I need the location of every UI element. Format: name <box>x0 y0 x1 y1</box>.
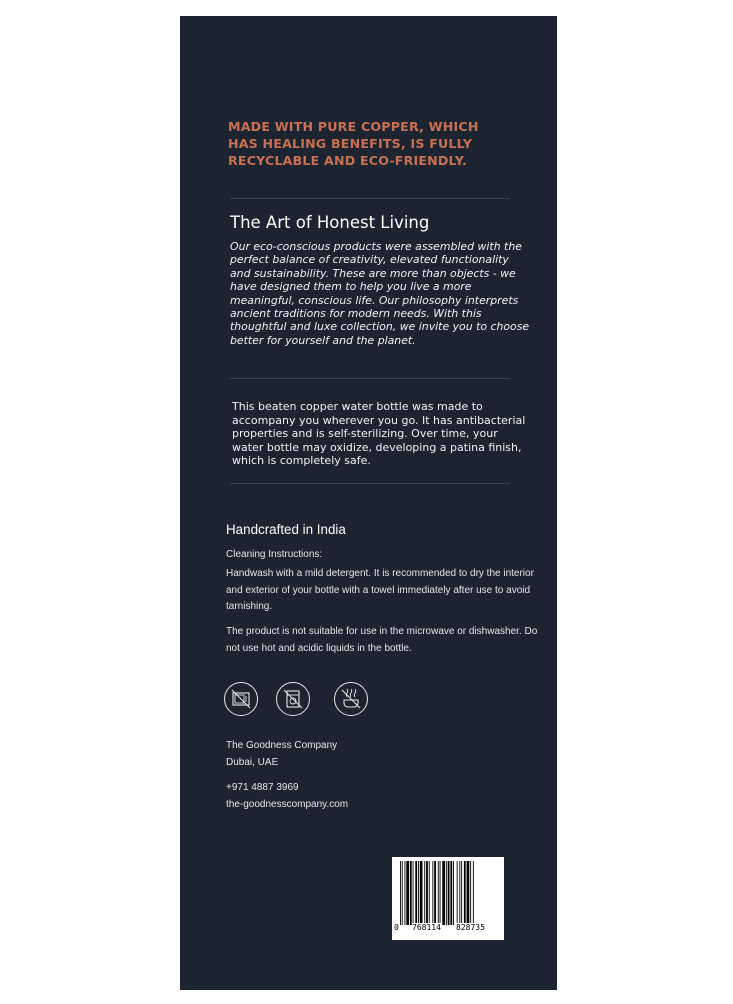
barcode-bar <box>432 861 433 925</box>
barcode-bar <box>440 861 441 925</box>
barcode-bar <box>442 861 445 925</box>
barcode-bar <box>467 861 470 925</box>
packaging-panel <box>180 16 557 990</box>
origin-label: Handcrafted in India <box>226 522 346 537</box>
contact-info <box>226 780 348 813</box>
barcode-bar <box>470 861 471 925</box>
barcode-bar <box>473 861 474 925</box>
barcode-bar <box>459 861 460 925</box>
company-info <box>226 738 337 771</box>
divider <box>230 483 510 484</box>
art-title: The Art of Honest Living <box>230 213 430 232</box>
barcode-bar <box>446 861 447 925</box>
barcode-bar <box>402 861 403 925</box>
barcode-bar <box>434 861 436 925</box>
barcode-bar <box>464 861 466 925</box>
barcode-left-digits: 768114 <box>412 923 441 932</box>
company-website: the-goodnesscompany.com <box>226 798 349 810</box>
barcode-bars <box>392 857 504 940</box>
divider <box>230 378 510 379</box>
barcode-prefix-digit: 0 <box>394 923 399 932</box>
no-hot-liquids-icon <box>334 682 368 716</box>
company-name: The Goodness Company <box>226 740 338 751</box>
barcode-right-digits: 828735 <box>456 923 485 932</box>
divider <box>230 198 510 199</box>
barcode-bar <box>438 861 439 925</box>
barcode <box>392 857 504 940</box>
headline <box>228 118 528 169</box>
barcode-bar <box>453 861 454 925</box>
cleaning-instructions: Handwash with a mild detergent. It is recommended to dry the interior and exterior of your bottle with a towel immediately after use to avoid tarnishing. <box>226 568 534 612</box>
barcode-bar <box>418 861 419 925</box>
headline-line: HAS HEALING BENEFITS, IS FULLY <box>228 136 473 151</box>
barcode-bar <box>406 861 409 925</box>
company-phone: +971 4887 3969 <box>226 782 299 793</box>
barcode-bar <box>410 861 412 925</box>
barcode-bar <box>429 861 430 925</box>
cleaning-label: Cleaning Instructions: <box>226 549 323 560</box>
headline-line: RECYCLABLE AND ECO-FRIENDLY. <box>228 153 468 168</box>
barcode-bar <box>457 861 458 925</box>
barcode-bar <box>448 861 450 925</box>
barcode-bar <box>450 861 452 925</box>
barcode-bar <box>424 861 425 925</box>
barcode-bar <box>420 861 423 925</box>
art-description: Our eco-conscious products were assembled with the perfect balance of creativity, elevated functionality and sustainability. These are more than objects - we have designed them to help you live a more meaningful, conscious life. Our philosophy interprets ancient traditions for modern needs. With this thoughtful and luxe collection, we invite you to choose better for yourself and the planet. <box>230 240 530 347</box>
barcode-bar <box>415 861 417 925</box>
company-location: Dubai, UAE <box>226 756 279 768</box>
barcode-bar <box>461 861 462 925</box>
barcode-bar <box>400 861 401 925</box>
barcode-bar <box>426 861 428 925</box>
barcode-bar <box>405 861 406 925</box>
barcode-bar <box>413 861 414 925</box>
bottle-description: This beaten copper water bottle was made to accompany you wherever you go. It has antibacterial properties and is self-sterilizing. Over time, your water bottle may oxidize, developing a patina finish, which is completely safe. <box>232 400 526 467</box>
no-dishwasher-icon <box>276 682 310 716</box>
no-microwave-icon <box>224 682 258 716</box>
headline-line: MADE WITH PURE COPPER, WHICH <box>228 119 479 134</box>
usage-warning: The product is not suitable for use in the microwave or dishwasher. Do not use hot and acidic liquids in the bottle. <box>226 626 538 654</box>
